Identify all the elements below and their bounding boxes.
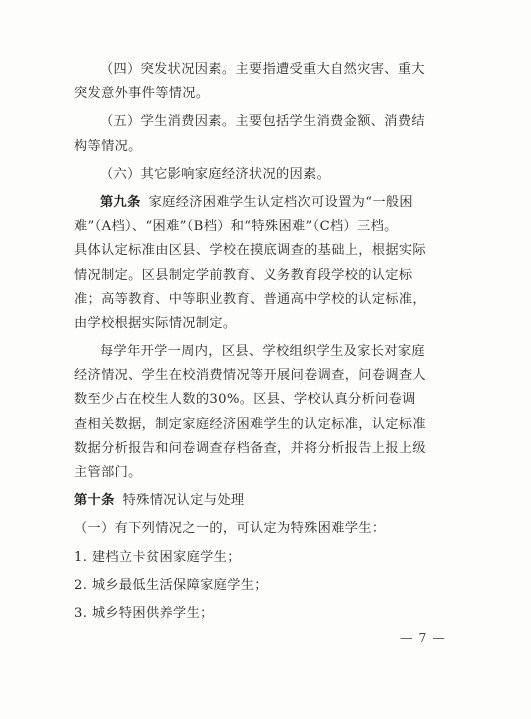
text-line: （一）有下列情况之一的，可认定为特殊困难学生： xyxy=(74,521,386,537)
page-number: — 7 — xyxy=(400,630,446,645)
document-body xyxy=(74,58,450,626)
text-line: 每学年开学一周内，区县、学校组织学生及家长对家庭 xyxy=(100,344,425,360)
text-line: 突发意外事件等情况。 xyxy=(74,86,210,102)
text-line: 情况制定。区县制定学前教育、义务教育段学校的认定标 xyxy=(74,267,413,283)
text-line: 具体认定标准由区县、学校在摸底调查的基础上，根据实际 xyxy=(74,243,426,259)
list-item: 3. 城乡特困供养学生； xyxy=(74,605,214,621)
text-line: 由学校根据实际情况制定。 xyxy=(74,315,237,331)
article-9-label: 第九条 xyxy=(100,194,141,210)
list-item: 2. 城乡最低生活保障家庭学生； xyxy=(74,577,268,593)
text-line: （五）学生消费因素。主要包括学生消费金额、消费结 xyxy=(100,114,425,130)
article-10-label: 第十条 xyxy=(74,493,115,509)
text-line: 难”（A档）、“困难”（B档）和“特殊困难”（C档）三档。 xyxy=(74,219,398,235)
text-line: （四）突发状况因素。主要指遭受重大自然灾害、重大 xyxy=(100,62,425,77)
text-line: 家庭经济困难学生认定档次可设置为“一般困 xyxy=(148,194,413,210)
text-line: 数至少占在校生人数的30%。区县、学校认真分析问卷调 xyxy=(74,392,416,408)
text-line: 准；高等教育、中等职业教育、普通高中学校的认定标准， xyxy=(74,291,426,307)
list-item: 1. 建档立卡贫困家庭学生； xyxy=(74,549,241,565)
text-line: （六）其它影响家庭经济状况的因素。 xyxy=(100,166,331,182)
text-line: 构等情况。 xyxy=(74,138,142,154)
text-line: 主管部门。 xyxy=(74,465,142,480)
text-line: 查相关数据，制定家庭经济困难学生的认定标准，认定标准 xyxy=(74,416,426,432)
article-9-line xyxy=(100,191,450,215)
text-line: 经济情况、学生在校消费情况等开展问卷调查，问卷调查人 xyxy=(74,368,426,384)
text-line: 数据分析报告和问卷调查存档备查，并将分析报告上报上级 xyxy=(74,440,426,456)
text-line: 特殊情况认定与处理 xyxy=(122,493,245,509)
article-10-line xyxy=(74,489,450,513)
